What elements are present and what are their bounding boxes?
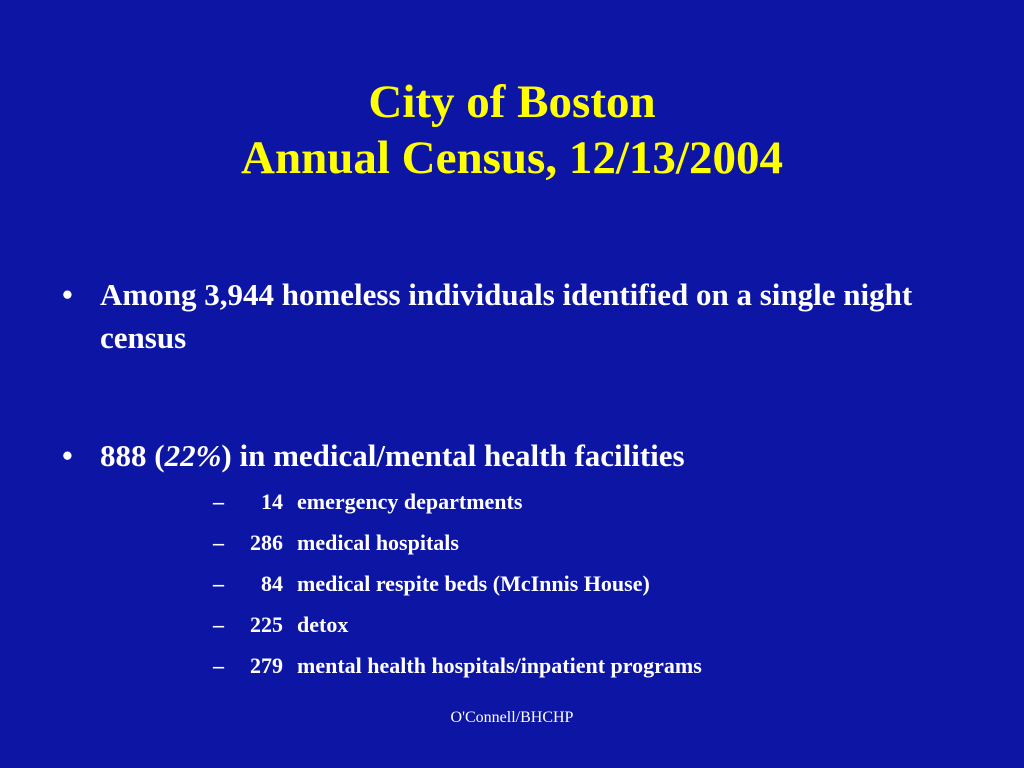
sub-item-label: detox	[297, 612, 349, 637]
bullet-text-percent: 22%	[164, 438, 222, 473]
sub-item-medical-hospitals	[213, 528, 459, 558]
slide-footer: O'Connell/BHCHP	[450, 709, 574, 726]
sub-item-detox	[213, 610, 348, 640]
sub-item-count: 279	[250, 653, 283, 678]
sub-item-label: emergency departments	[297, 489, 523, 514]
dash-icon: –	[213, 571, 224, 596]
sub-item-medical-respite-beds	[213, 569, 650, 599]
sub-item-label: medical respite beds (McInnis House)	[297, 571, 650, 596]
sub-item-count: 14	[261, 489, 283, 514]
bullet-text-prefix: 888 (	[100, 438, 165, 473]
dash-icon: –	[213, 653, 224, 678]
dash-icon: –	[213, 530, 224, 555]
sub-item-count: 286	[250, 530, 283, 555]
bullet-text-suffix: ) in medical/mental health facilities	[221, 438, 685, 473]
sub-item-count: 84	[261, 571, 283, 596]
sub-item-count: 225	[250, 612, 283, 637]
title-line-2: Annual Census, 12/13/2004	[241, 132, 783, 184]
bullet-item-homeless-count	[62, 273, 962, 359]
title-line-1: City of Boston	[368, 76, 656, 128]
bullet-text	[100, 434, 962, 477]
slide-title	[0, 74, 1024, 186]
bullet-item-facilities	[62, 434, 962, 477]
dash-icon: –	[213, 612, 224, 637]
bullet-text: Among 3,944 homeless individuals identified on a single night census	[100, 277, 913, 355]
bullet-icon: •	[62, 438, 73, 473]
sub-item-label: mental health hospitals/inpatient programs	[297, 653, 702, 678]
sub-item-label: medical hospitals	[297, 530, 459, 555]
dash-icon: –	[213, 489, 224, 514]
sub-item-emergency-departments	[213, 487, 522, 517]
bullet-icon: •	[62, 277, 73, 312]
sub-item-mental-health-hospitals	[213, 651, 702, 681]
